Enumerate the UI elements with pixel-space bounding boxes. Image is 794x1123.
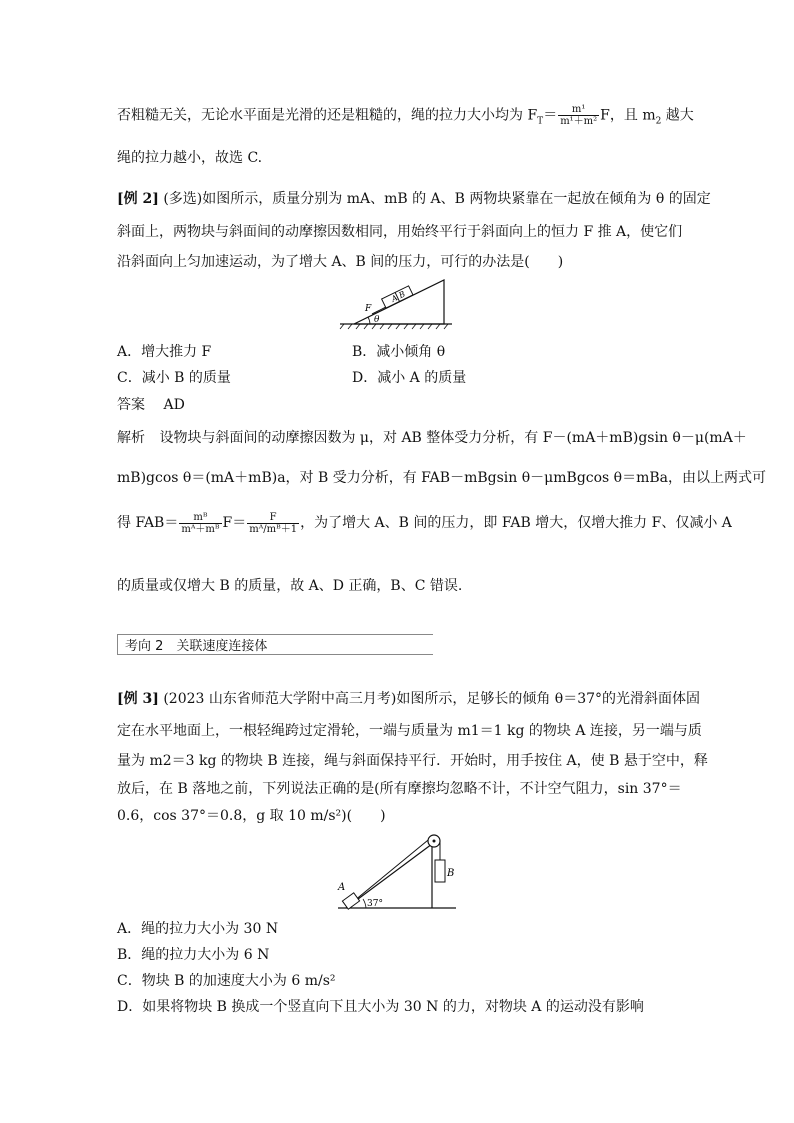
example3-option-a[interactable]: A．绳的拉力大小为 30 N [117,921,279,937]
analysis-line-3 [117,505,732,541]
pulley-axle [433,840,436,843]
example3-label: [例 3] [117,691,159,707]
example3-option-b[interactable]: B．绳的拉力大小为 6 N [117,947,270,963]
answer-value: AD [163,397,185,413]
blocks-label: A B [389,289,407,304]
analysis-text-1: 设物块与斜面间的动摩擦因数为 μ，对 AB 整体受力分析，有 F－(mA＋mB)gsin θ－μ(mA＋ [159,430,747,446]
example2-line-3: 沿斜面向上匀加速运动，为了增大 A、B 间的压力，可行的办法是( ) [117,254,564,270]
example2-label: [例 2] [117,191,159,207]
fraction-denominator: m¹＋m² [560,116,598,127]
analysis-fraction-2 [247,512,299,535]
example2-option-b[interactable]: B．减小倾角 θ [352,344,446,360]
analysis-f1-den: mᴬ＋mᴮ [181,523,220,535]
example2-line-2: 斜面上，两物块与斜面间的动摩擦因数相同，用始终平行于斜面向上的恒力 F 推 A，使它们 [117,224,683,240]
example3-line-3: 量为 m2＝3 kg 的物块 B 连接，绳与斜面保持平行．开始时，用手按住 A，使 B 悬于空中，释 [117,753,708,769]
angle-label: θ [374,315,380,325]
intro-text-c: 越大 [661,107,694,124]
rope-incline [354,836,433,901]
analysis-text-3a: 得 FAB＝ [117,515,179,531]
intro-line-1 [117,104,694,131]
example2-option-a[interactable]: A．增大推力 F [117,344,212,360]
block-b-label: B [447,868,455,879]
analysis-text-3c: ，为了增大 A、B 间的压力，即 FAB 增大，仅增大推力 F、仅减小 A [300,515,732,531]
analysis-line-1 [117,428,747,448]
intro-line-2: 绳的拉力越小，故选 C. [117,150,263,166]
angle-label-2: 37° [367,899,383,909]
example2-option-c[interactable]: C．减小 B 的质量 [117,370,231,386]
ground-hatch [340,324,448,329]
block-b [435,860,445,882]
example2-stem-1: (多选)如图所示，质量分别为 mA、mB 的 A、B 两物块紧靠在一起放在倾角为 θ 的固定 [163,191,711,207]
intro-sub-2: 2 [655,116,662,127]
topic-label: 考向 2 关联速度连接体 [125,639,268,654]
tension-fraction [558,104,599,127]
force-label: F [365,304,372,314]
analysis-f1-num: mᴮ [179,512,221,524]
block-a [342,893,359,909]
example3-option-c[interactable]: C．物块 B 的加速度大小为 6 m/s² [117,973,336,989]
analysis-f2-num: F [247,512,299,524]
topic-left-rule [117,634,118,654]
topic-header [117,634,433,654]
intro-text-b: F，且 m [600,107,656,124]
example2-option-d[interactable]: D．减小 A 的质量 [352,370,467,386]
force-arrow [372,307,386,314]
example3-line-1 [117,689,700,709]
example3-stem-1: (2023 山东省师范大学附中高三月考)如图所示，足够长的倾角 θ＝37°的光滑斜面体固 [163,691,701,707]
example3-line-2: 定在水平地面上，一根轻绳跨过定滑轮，一端与质量为 m1＝1 kg 的物块 A 连接，另一端与质 [117,723,702,739]
topic-bottom-rule [117,654,433,655]
analysis-line-2: mB)gcos θ＝(mA＋mB)a，对 B 受力分析，有 FAB－mBgsin θ－μmBgcos θ＝mBa，由以上两式可 [117,470,767,486]
angle-arc [368,317,370,324]
analysis-label: 解析 [117,430,145,446]
angle-arc-2 [363,899,366,908]
analysis-text-3b: F＝ [222,515,247,531]
intro-sub-t: T [537,116,544,127]
answer-label: 答案 [117,397,145,413]
analysis-f2-den: mᴬ/mᴮ＋1 [249,523,298,535]
analysis-fraction-1 [179,512,221,535]
intro-eq: ＝ [543,107,558,124]
intro-text-a: 否粗糙无关，无论水平面是光滑的还是粗糙的，绳的拉力大小均为 F [117,107,538,124]
example3-option-d[interactable]: D．如果将物块 B 换成一个竖直向下且大小为 30 N 的力，对物块 A 的运动没有影响 [117,999,644,1015]
incline-surface [346,844,432,908]
fraction-numerator: m¹ [558,104,599,116]
example3-line-4: 放后，在 B 落地之前，下列说法正确的是(所有摩擦均忽略不计，不计空气阻力，sin 37°＝ [117,781,682,797]
example2-line-1 [117,189,711,209]
analysis-line-4: 的质量或仅增大 B 的质量，故 A、D 正确，B、C 错误. [117,578,463,594]
block-a-label: A [338,882,346,893]
incline-figure-1 [336,276,458,330]
incline-pulley-figure [334,828,460,912]
example3-line-5: 0.6，cos 37°＝0.8，g 取 10 m/s²)( ) [117,808,386,824]
example2-answer [117,395,185,415]
